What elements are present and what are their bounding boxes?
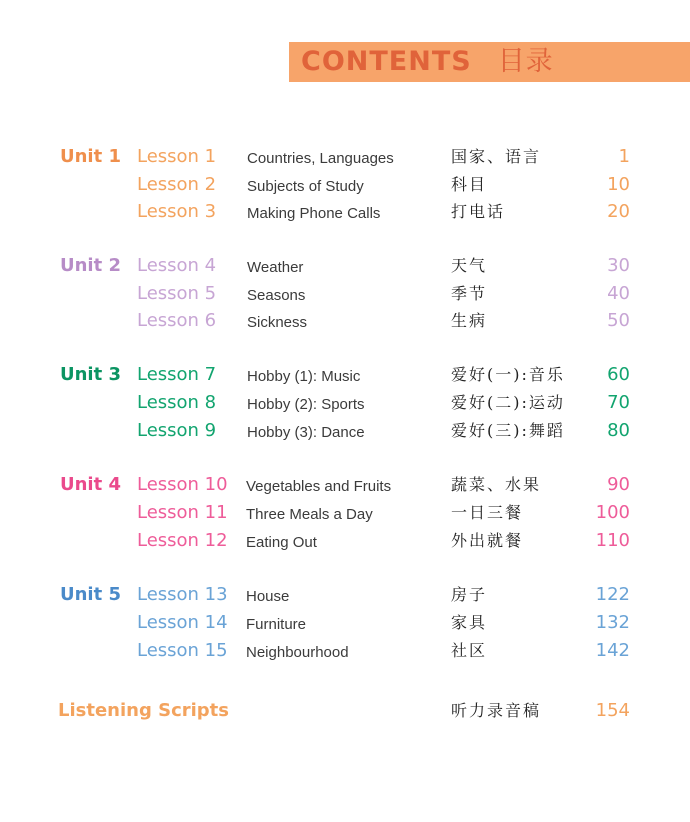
lesson-15-label: Lesson 15 bbox=[137, 640, 228, 661]
lesson-10-page: 90 bbox=[607, 474, 630, 495]
toc-row-lesson-5[interactable] bbox=[0, 280, 690, 307]
toc-row-lesson-8[interactable] bbox=[0, 389, 690, 416]
lesson-1-title-en: Countries, Languages bbox=[247, 150, 394, 167]
lesson-8-title-en: Hobby (2): Sports bbox=[247, 396, 365, 413]
lesson-9-page: 80 bbox=[607, 420, 630, 441]
lesson-7-title-en: Hobby (1): Music bbox=[247, 368, 361, 385]
toc-row-lesson-15[interactable] bbox=[0, 637, 690, 664]
lesson-9-label: Lesson 9 bbox=[137, 420, 217, 441]
lesson-12-title-en: Eating Out bbox=[246, 534, 317, 551]
listening-scripts-label: Listening Scripts bbox=[58, 700, 229, 721]
lesson-10-label: Lesson 10 bbox=[137, 474, 228, 495]
lesson-5-title-en: Seasons bbox=[247, 287, 306, 304]
toc-row-lesson-2[interactable] bbox=[0, 171, 690, 198]
toc-row-lesson-6[interactable] bbox=[0, 307, 690, 334]
lesson-12-page: 110 bbox=[595, 530, 630, 551]
listening-scripts-title-cn: 听力录音稿 bbox=[451, 701, 542, 720]
toc-row-lesson-10[interactable] bbox=[0, 471, 690, 498]
lesson-4-title-en: Weather bbox=[247, 259, 304, 276]
lesson-2-label: Lesson 2 bbox=[137, 174, 217, 195]
lesson-12-title-cn: 外出就餐 bbox=[451, 531, 524, 550]
lesson-5-title-cn: 季节 bbox=[451, 284, 488, 303]
unit-5-label: Unit 5 bbox=[60, 584, 121, 605]
lesson-5-label: Lesson 5 bbox=[137, 283, 217, 304]
lesson-15-page: 142 bbox=[595, 640, 630, 661]
unit-1-label: Unit 1 bbox=[60, 146, 121, 167]
lesson-15-title-en: Neighbourhood bbox=[246, 644, 349, 661]
lesson-11-label: Lesson 11 bbox=[137, 502, 228, 523]
toc-row-lesson-11[interactable] bbox=[0, 499, 690, 526]
lesson-14-title-cn: 家具 bbox=[451, 613, 488, 632]
page-title bbox=[301, 42, 554, 82]
lesson-4-title-cn: 天气 bbox=[451, 256, 488, 275]
page-title-cn: 目录 bbox=[497, 46, 554, 77]
lesson-7-title-cn: 爱好(一):音乐 bbox=[451, 365, 565, 384]
lesson-14-label: Lesson 14 bbox=[137, 612, 228, 633]
lesson-11-page: 100 bbox=[595, 502, 630, 523]
lesson-13-page: 122 bbox=[595, 584, 630, 605]
lesson-3-title-en: Making Phone Calls bbox=[247, 205, 381, 222]
lesson-15-title-cn: 社区 bbox=[451, 641, 488, 660]
lesson-2-title-cn: 科目 bbox=[451, 175, 488, 194]
lesson-4-label: Lesson 4 bbox=[137, 255, 217, 276]
lesson-8-title-cn: 爱好(二):运动 bbox=[451, 393, 565, 412]
lesson-6-page: 50 bbox=[607, 310, 630, 331]
lesson-1-page: 1 bbox=[618, 146, 630, 167]
lesson-9-title-en: Hobby (3): Dance bbox=[247, 424, 365, 441]
lesson-9-title-cn: 爱好(三):舞蹈 bbox=[451, 421, 565, 440]
toc-row-lesson-9[interactable] bbox=[0, 417, 690, 444]
lesson-13-label: Lesson 13 bbox=[137, 584, 228, 605]
toc-row-lesson-13[interactable] bbox=[0, 581, 690, 608]
lesson-8-page: 70 bbox=[607, 392, 630, 413]
unit-3-label: Unit 3 bbox=[60, 364, 121, 385]
page-title-en: CONTENTS bbox=[301, 46, 472, 77]
toc-row-lesson-1[interactable] bbox=[0, 143, 690, 170]
lesson-13-title-cn: 房子 bbox=[451, 585, 488, 604]
lesson-12-label: Lesson 12 bbox=[137, 530, 228, 551]
lesson-14-title-en: Furniture bbox=[246, 616, 307, 633]
lesson-13-title-en: House bbox=[246, 588, 290, 605]
lesson-4-page: 30 bbox=[607, 255, 630, 276]
lesson-7-page: 60 bbox=[607, 364, 630, 385]
lesson-10-title-cn: 蔬菜、水果 bbox=[451, 475, 542, 494]
lesson-3-title-cn: 打电话 bbox=[451, 202, 506, 221]
toc-row-lesson-3[interactable] bbox=[0, 198, 690, 225]
lesson-14-page: 132 bbox=[595, 612, 630, 633]
lesson-6-label: Lesson 6 bbox=[137, 310, 217, 331]
toc-row-lesson-4[interactable] bbox=[0, 252, 690, 279]
unit-4-label: Unit 4 bbox=[60, 474, 121, 495]
toc-row-lesson-7[interactable] bbox=[0, 361, 690, 388]
lesson-2-title-en: Subjects of Study bbox=[247, 178, 364, 195]
toc-row-lesson-14[interactable] bbox=[0, 609, 690, 636]
lesson-2-page: 10 bbox=[607, 174, 630, 195]
lesson-1-title-cn: 国家、语言 bbox=[451, 147, 542, 166]
lesson-6-title-en: Sickness bbox=[247, 314, 308, 331]
toc-row-listening-scripts[interactable] bbox=[0, 697, 690, 725]
lesson-11-title-cn: 一日三餐 bbox=[451, 503, 524, 522]
lesson-3-page: 20 bbox=[607, 201, 630, 222]
lesson-1-label: Lesson 1 bbox=[137, 146, 217, 167]
unit-2-label: Unit 2 bbox=[60, 255, 121, 276]
lesson-7-label: Lesson 7 bbox=[137, 364, 217, 385]
lesson-10-title-en: Vegetables and Fruits bbox=[246, 478, 392, 495]
lesson-5-page: 40 bbox=[607, 283, 630, 304]
listening-scripts-page: 154 bbox=[595, 700, 630, 721]
lesson-11-title-en: Three Meals a Day bbox=[246, 506, 373, 523]
lesson-8-label: Lesson 8 bbox=[137, 392, 217, 413]
lesson-3-label: Lesson 3 bbox=[137, 201, 217, 222]
lesson-6-title-cn: 生病 bbox=[451, 311, 488, 330]
toc-row-lesson-12[interactable] bbox=[0, 527, 690, 554]
